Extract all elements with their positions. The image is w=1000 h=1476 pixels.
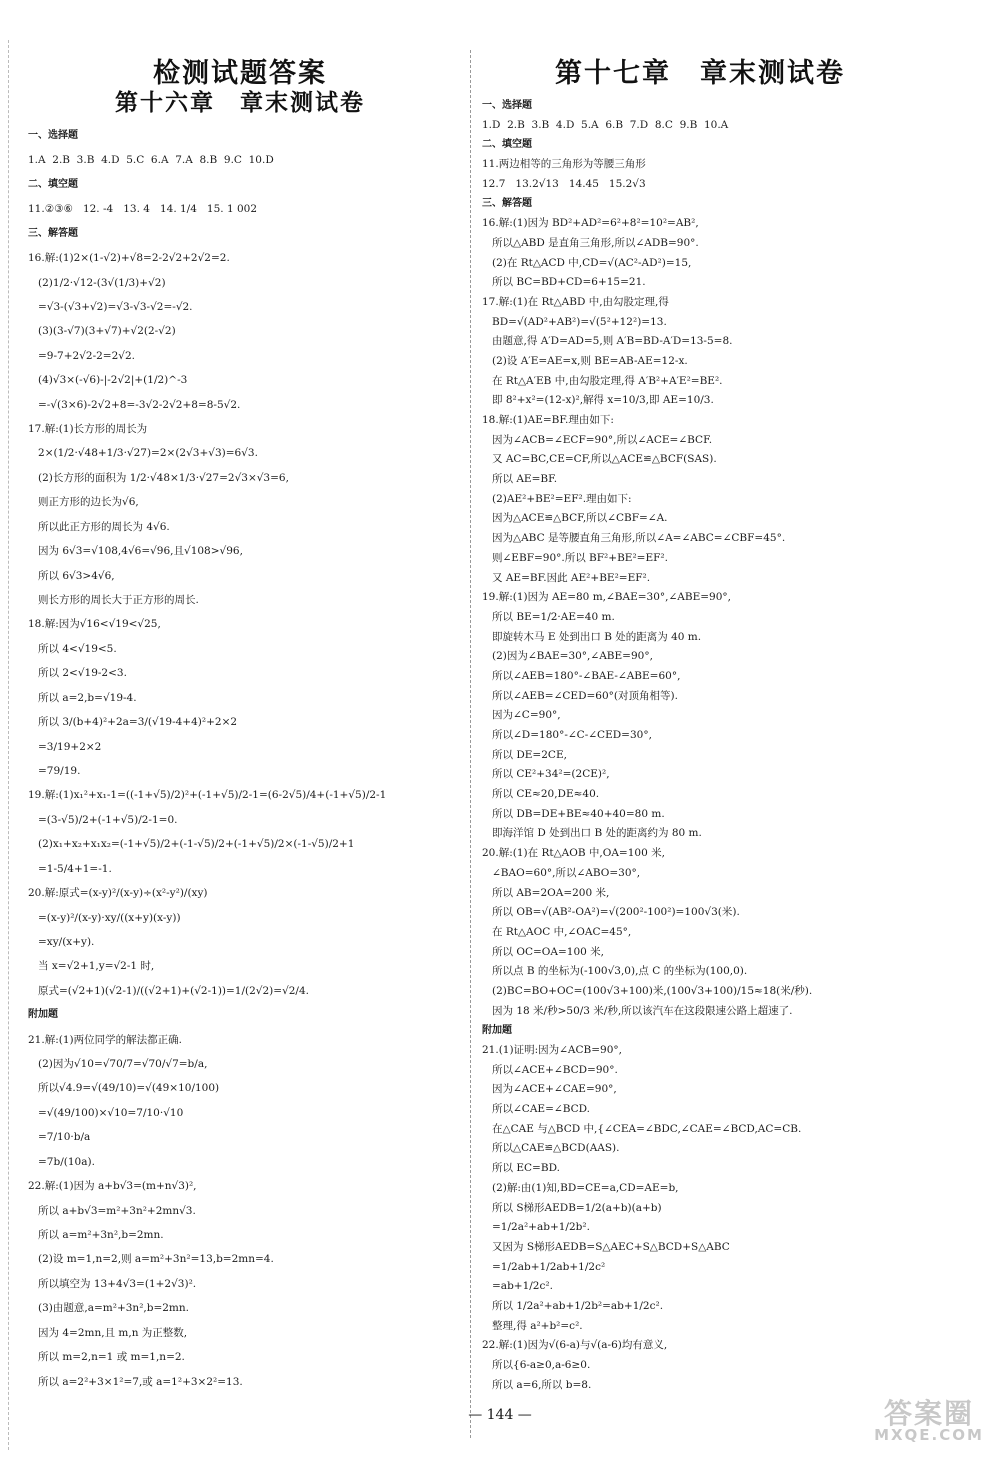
- answer-line: 因为 18 米/秒>50/3 米/秒,所以该汽车在这段限速公路上超速了.: [482, 1004, 793, 1017]
- answer-line: (2)解:由(1)知,BD=CE=a,CD=AE=b,: [482, 1181, 679, 1194]
- answer-line: =7/10·b/a: [28, 1131, 91, 1144]
- section-heading: 一、选择题: [28, 130, 78, 141]
- answer-line: 所以△ABD 是直角三角形,所以∠ADB=90°.: [482, 236, 699, 249]
- answer-line: 所以 a=m²+3n²,b=2mn.: [28, 1228, 164, 1241]
- answer-line: 18.解:(1)AE=BF.理由如下:: [482, 414, 614, 426]
- answer-line: 所以∠AEB=∠CED=60°(对顶角相等).: [482, 689, 678, 702]
- answer-line: =ab+1/2c².: [482, 1280, 553, 1293]
- answer-line: 则长方形的周长大于正方形的周长.: [28, 594, 199, 607]
- answer-line: (2)1/2·√12-(3√(1/3)+√2): [28, 276, 166, 289]
- answer-line: 所以 4<√19<5.: [28, 642, 117, 655]
- answer-line: (2)因为∠BAE=30°,∠ABE=90°,: [482, 650, 653, 663]
- answer-line: 因为 6√3=√108,4√6=√96,且√108>√96,: [28, 545, 243, 558]
- left-chapter-title: 第十六章 章末测试卷: [115, 90, 365, 116]
- answer-line: =(3-√5)/2+(-1+√5)/2-1=0.: [28, 813, 178, 826]
- answer-line: 17.解:(1)长方形的周长为: [28, 423, 148, 436]
- answer-line: (2)设 m=1,n=2,则 a=m²+3n²=13,b=2mn=4.: [28, 1253, 274, 1266]
- answer-line: 2×(1/2·√48+1/3·√27)=2×(2√3+√3)=6√3.: [28, 447, 258, 460]
- answer-line: 22.解:(1)因为 a+b√3=(m+n√3)²,: [28, 1180, 197, 1193]
- answer-line: =(x-y)²/(x-y)·xy/((x+y)(x-y)): [28, 911, 181, 924]
- answer-line: 所以 AB=2OA=200 米,: [482, 886, 610, 899]
- answer-line: 即旋转木马 E 处到出口 B 处的距离为 40 m.: [482, 630, 702, 643]
- answer-line: 所以 CE≈20,DE≈40.: [482, 788, 600, 801]
- answer-line: 又 AC=BC,CE=CF,所以△ACE≌△BCF(SAS).: [482, 453, 717, 466]
- section-heading: 二、填空题: [482, 139, 532, 151]
- answer-line: (2)因为√10=√70/7=√70/√7=b/a,: [28, 1058, 208, 1071]
- answer-line: 即海洋馆 D 处到出口 B 处的距离约为 80 m.: [482, 827, 702, 840]
- answer-line: 在 Rt△AOC 中,∠OAC=45°,: [482, 925, 632, 938]
- answer-line: 所以 DE=2CE,: [482, 748, 567, 761]
- answer-line: 所以 CE²+34²=(2CE)²,: [482, 768, 610, 781]
- answer-line: 由题意,得 A′D=AD=5,则 A′B=BD-A′D=13-5=8.: [482, 335, 733, 348]
- answer-line: 1.D 2.B 3.B 4.D 5.A 6.B 7.D 8.C 9.B 10.A: [482, 118, 729, 131]
- answer-line: 所以 AE=BF.: [482, 473, 558, 486]
- answer-line: 因为△ACE≌△BCF,所以∠CBF=∠A.: [482, 512, 668, 525]
- answer-line: =√3-(√3+√2)=√3-√3-√2=-√2.: [28, 300, 193, 313]
- watermark-url: MXQE.COM: [874, 1426, 984, 1444]
- answer-line: 因为∠ACE+∠CAE=90°,: [482, 1083, 617, 1096]
- answer-line: 所以 a=2,b=√19-4.: [28, 691, 137, 704]
- answer-line: 所以 a=2²+3×1²=7,或 a=1²+3×2²=13.: [28, 1375, 243, 1388]
- watermark-logo: [874, 1397, 984, 1460]
- answer-line: 18.解:因为√16<√19<√25,: [28, 618, 161, 631]
- answer-line: 12.7 13.2√13 14.45 15.2√3: [482, 177, 646, 190]
- answer-line: 在△CAE 与△BCD 中,{∠CEA=∠BDC,∠CAE=∠BCD,AC=CB.: [482, 1122, 802, 1135]
- answer-line: (2)BC=BO+OC=(100√3+100)米,(100√3+100)/15≈18(米/秒).: [482, 984, 813, 997]
- answer-line: 所以 OC=OA=100 米,: [482, 945, 604, 958]
- answer-line: 19.解:(1)因为 AE=80 m,∠BAE=30°,∠ABE=90°,: [482, 591, 732, 604]
- section-heading: 二、填空题: [28, 178, 78, 190]
- answer-line: 所以 a=6,所以 b=8.: [482, 1378, 592, 1391]
- answer-line: 所以√4.9=√(49/10)=√(49×10/100): [28, 1082, 220, 1095]
- answer-line: (2)在 Rt△ACD 中,CD=√(AC²-AD²)=15,: [482, 256, 692, 269]
- answer-line: 所以∠D=180°-∠C-∠CED=30°,: [482, 729, 652, 741]
- page-title: 检测试题答案: [153, 58, 327, 89]
- right-column-answers: [482, 96, 982, 1395]
- answer-line: 16.解:(1)2×(1-√2)+√8=2-2√2+2√2=2.: [28, 252, 230, 265]
- answer-line: 整理,得 a²+b²=c².: [482, 1319, 583, 1332]
- left-edge-dashed-rule: [8, 40, 9, 1450]
- answer-line: =3/19+2×2: [28, 740, 102, 753]
- answer-line: ∠BAO=60°,所以∠ABO=30°,: [482, 866, 641, 879]
- answer-line: 所以 DB=DE+BE≈40+40=80 m.: [482, 807, 665, 820]
- section-heading: 附加题: [482, 1025, 512, 1037]
- column-divider: [470, 50, 471, 1438]
- answer-line: 所以填空为 13+4√3=(1+2√3)².: [28, 1277, 197, 1290]
- left-column-answers: [28, 124, 448, 1394]
- section-heading: 附加题: [28, 1009, 58, 1021]
- answer-line: =1/2a²+ab+1/2b².: [482, 1221, 590, 1234]
- answer-line: 所以∠ACE+∠BCD=90°.: [482, 1063, 618, 1076]
- answer-line: 则正方形的边长为√6,: [28, 496, 139, 509]
- answer-line: 又因为 S梯形AEDB=S△AEC+S△BCD+S△ABC: [482, 1240, 730, 1253]
- answer-line: =9-7+2√2-2=2√2.: [28, 349, 135, 362]
- answer-line: 20.解:原式=(x-y)²/(x-y)÷(x²-y²)/(xy): [28, 887, 208, 900]
- answer-line: 所以点 B 的坐标为(-100√3,0),点 C 的坐标为(100,0).: [482, 965, 748, 978]
- answer-line: =7b/(10a).: [28, 1155, 95, 1168]
- answer-line: 16.解:(1)因为 BD²+AD²=6²+8²=10²=AB²,: [482, 217, 699, 230]
- answer-line: 因为 4=2mn,且 m,n 为正整数,: [28, 1326, 188, 1339]
- section-heading: 一、选择题: [482, 100, 532, 111]
- page-number: — 144 —: [468, 1407, 532, 1423]
- answer-line: 原式=(√2+1)(√2-1)/((√2+1)+(√2-1))=1/(2√2)=√2/4.: [28, 984, 309, 997]
- answer-line: 所以 BC=BD+CD=6+15=21.: [482, 276, 646, 289]
- answer-line: =1/2ab+1/2ab+1/2c²: [482, 1260, 606, 1273]
- answer-line: 即 8²+x²=(12-x)²,解得 x=10/3,即 AE=10/3.: [482, 394, 714, 407]
- answer-line: 所以∠AEB=180°-∠BAE-∠ABE=60°,: [482, 669, 681, 682]
- answer-line: 所以 3/(b+4)²+2a=3/(√19-4+4)²+2×2: [28, 716, 238, 729]
- section-heading: 三、解答题: [28, 227, 78, 239]
- section-heading: 三、解答题: [482, 198, 532, 210]
- answer-line: 17.解:(1)在 Rt△ABD 中,由勾股定理,得: [482, 295, 669, 308]
- answer-line: 20.解:(1)在 Rt△AOB 中,OA=100 米,: [482, 847, 665, 860]
- answer-line: =-√(3×6)-2√2+8=-3√2-2√2+8=8-5√2.: [28, 398, 241, 411]
- answer-line: 所以 EC=BD.: [482, 1162, 560, 1175]
- right-chapter-title: 第十七章 章末测试卷: [555, 58, 845, 89]
- answer-line: =xy/(x+y).: [28, 935, 95, 948]
- answer-line: 因为∠C=90°,: [482, 709, 561, 722]
- answer-line: (2)设 A′E=AE=x,则 BE=AB-AE=12-x.: [482, 354, 688, 367]
- answer-line: 所以 1/2a²+ab+1/2b²=ab+1/2c².: [482, 1299, 664, 1312]
- answer-line: 在 Rt△A′EB 中,由勾股定理,得 A′B²+A′E²=BE².: [482, 374, 723, 387]
- answer-line: 所以 OB=√(AB²-OA²)=√(200²-100²)=100√3(米).: [482, 906, 740, 919]
- answer-line: (2)长方形的面积为 1/2·√48×1/3·√27=2√3×√3=6,: [28, 471, 289, 484]
- answer-line: 所以 6√3>4√6,: [28, 569, 115, 582]
- answer-line: 所以 S梯形AEDB=1/2(a+b)(a+b): [482, 1201, 662, 1214]
- answer-line: 19.解:(1)x₁²+x₁-1=((-1+√5)/2)²+(-1+√5)/2-1=(6-2√5)/4+(-1+√5)/2-1: [28, 789, 387, 802]
- answer-line: (4)√3×(-√6)-|-2√2|+(1/2)^-3: [28, 374, 188, 387]
- answer-line: 11.两边相等的三角形为等腰三角形: [482, 158, 646, 171]
- answer-line: 所以 a+b√3=m²+3n²+2mn√3.: [28, 1204, 196, 1217]
- answer-line: 所以 BE=1/2·AE=40 m.: [482, 610, 615, 623]
- answer-line: =√(49/100)×√10=7/10·√10: [28, 1106, 184, 1119]
- answer-line: =1-5/4+1=-1.: [28, 862, 112, 875]
- answer-line: (2)AE²+BE²=EF².理由如下:: [482, 492, 632, 505]
- answer-line: 所以此正方形的周长为 4√6.: [28, 520, 170, 533]
- answer-line: 所以 m=2,n=1 或 m=1,n=2.: [28, 1351, 185, 1364]
- answer-line: 又 AE=BF.因此 AE²+BE²=EF².: [482, 571, 651, 584]
- answer-line: 22.解:(1)因为√(6-a)与√(a-6)均有意义,: [482, 1339, 668, 1352]
- answer-line: 所以△CAE≌△BCD(AAS).: [482, 1142, 620, 1155]
- answer-line: 21.解:(1)两位同学的解法都正确.: [28, 1033, 182, 1046]
- watermark-text: 答案圈: [883, 1397, 974, 1430]
- answer-line: 所以 2<√19-2<3.: [28, 667, 127, 680]
- answer-line: 当 x=√2+1,y=√2-1 时,: [28, 960, 155, 973]
- answer-line: 11.②③⑥ 12. -4 13. 4 14. 1/4 15. 1 002: [28, 203, 258, 216]
- answer-line: 21.(1)证明:因为∠ACB=90°,: [482, 1044, 622, 1056]
- answer-line: 所以{6-a≥0,a-6≥0.: [482, 1359, 591, 1371]
- answer-line: (3)由题意,a=m²+3n²,b=2mn.: [28, 1302, 189, 1315]
- answer-line: (2)x₁+x₂+x₁x₂=(-1+√5)/2+(-1-√5)/2+(-1+√5)/2×(-1-√5)/2+1: [28, 838, 355, 851]
- answer-line: 则∠EBF=90°.所以 BF²+BE²=EF².: [482, 551, 668, 564]
- answer-line: 因为∠ACB=∠ECF=90°,所以∠ACE=∠BCF.: [482, 433, 713, 446]
- answer-line: 所以∠CAE=∠BCD.: [482, 1103, 591, 1116]
- answer-line: (3)(3-√7)(3+√7)+√2(2-√2): [28, 325, 176, 338]
- answer-line: 因为△ABC 是等腰直角三角形,所以∠A=∠ABC=∠CBF=45°.: [482, 532, 786, 545]
- answer-line: =79/19.: [28, 764, 81, 777]
- answer-line: BD=√(AD²+AB²)=√(5²+12²)=13.: [482, 315, 667, 328]
- answer-line: 1.A 2.B 3.B 4.D 5.C 6.A 7.A 8.B 9.C 10.D: [28, 154, 274, 167]
